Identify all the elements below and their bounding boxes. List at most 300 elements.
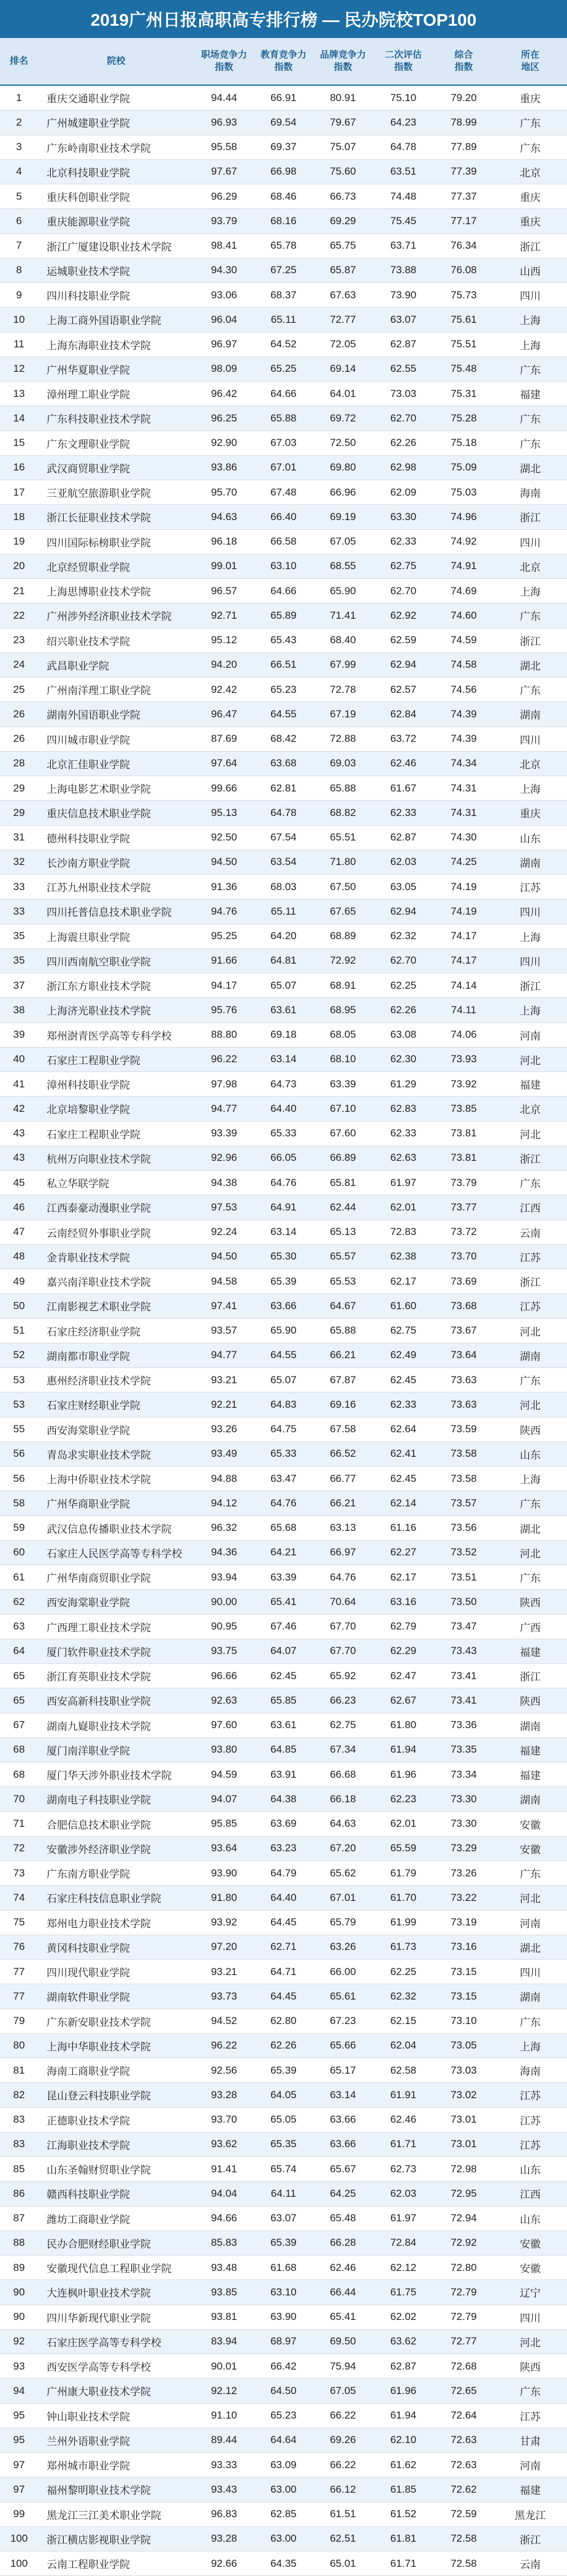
brand-index-cell: 72.92 — [330, 954, 356, 967]
table-row — [0, 2157, 567, 2181]
evaluation-index-cell: 61.73 — [390, 1941, 417, 1953]
overall-index-cell: 75.51 — [451, 338, 477, 350]
education-index-cell: 65.23 — [270, 683, 297, 695]
table-row — [0, 1861, 567, 1886]
region-cell: 广东 — [520, 118, 541, 130]
table-header — [0, 38, 567, 86]
education-index-cell: 67.48 — [270, 486, 297, 498]
rank-cell: 58 — [13, 1497, 25, 1509]
career-index-cell: 92.63 — [211, 1694, 237, 1706]
school-cell: 郑州澍青医学高等专科学校 — [47, 1030, 172, 1042]
region-cell: 北京 — [520, 1104, 541, 1116]
overall-index-cell: 73.19 — [451, 1916, 477, 1928]
school-cell: 厦门华天涉外职业技术学院 — [47, 1770, 172, 1782]
region-cell: 湖北 — [520, 660, 541, 672]
table-body — [0, 86, 567, 2576]
table-row — [0, 2354, 567, 2379]
education-index-cell: 62.26 — [270, 2039, 297, 2052]
career-index-cell: 93.48 — [211, 2261, 237, 2273]
region-cell: 云南 — [520, 1227, 541, 1239]
overall-index-cell: 73.72 — [451, 1226, 477, 1238]
rank-cell: 73 — [13, 1867, 25, 1879]
table-row — [0, 1837, 567, 1861]
education-index-cell: 63.91 — [270, 1768, 297, 1780]
region-cell: 黑龙江 — [514, 2509, 546, 2521]
evaluation-index-cell: 62.55 — [390, 363, 417, 375]
career-index-cell: 94.88 — [211, 1472, 237, 1484]
region-cell: 广东 — [520, 1178, 541, 1190]
brand-index-cell: 63.14 — [330, 2088, 356, 2101]
overall-index-cell: 73.57 — [451, 1497, 477, 1509]
overall-index-cell: 75.48 — [451, 363, 477, 375]
evaluation-index-cell: 62.25 — [390, 979, 417, 991]
overall-index-cell: 72.64 — [451, 2409, 477, 2422]
brand-index-cell: 66.21 — [330, 1349, 356, 1361]
region-cell: 河北 — [520, 1326, 541, 1338]
overall-index-cell: 77.37 — [451, 190, 477, 202]
evaluation-index-cell: 61.16 — [390, 1522, 417, 1534]
region-cell: 安徽 — [520, 1819, 541, 1831]
career-index-cell: 93.39 — [211, 1127, 237, 1139]
table-row — [0, 2428, 567, 2453]
table-row — [0, 382, 567, 406]
evaluation-index-cell: 63.51 — [390, 165, 417, 178]
education-index-cell: 66.98 — [270, 165, 297, 178]
education-index-cell: 64.66 — [270, 584, 297, 597]
overall-index-cell: 73.03 — [451, 2064, 477, 2076]
education-index-cell: 64.79 — [270, 1867, 297, 1879]
career-index-cell: 83.94 — [211, 2335, 237, 2347]
brand-index-cell: 68.40 — [330, 634, 356, 646]
evaluation-index-cell: 62.29 — [390, 1645, 417, 1657]
school-cell: 广州华商职业学院 — [47, 1498, 130, 1511]
region-cell: 陕西 — [520, 1597, 541, 1609]
evaluation-index-cell: 62.12 — [390, 2261, 417, 2273]
evaluation-index-cell: 62.98 — [390, 461, 417, 474]
career-index-cell: 93.57 — [211, 1324, 237, 1337]
brand-index-cell: 64.63 — [330, 1818, 356, 1830]
education-index-cell: 65.30 — [270, 1250, 297, 1263]
brand-index-cell: 65.87 — [330, 264, 356, 276]
evaluation-index-cell: 62.26 — [390, 1003, 417, 1016]
region-cell: 浙江 — [520, 1153, 541, 1165]
evaluation-index-cell: 62.30 — [390, 1053, 417, 1065]
evaluation-index-cell: 62.10 — [390, 2434, 417, 2446]
rank-cell: 6 — [16, 214, 22, 227]
overall-index-cell: 74.17 — [451, 930, 477, 942]
education-index-cell: 64.85 — [270, 1743, 297, 1756]
education-index-cell: 63.47 — [270, 1472, 297, 1484]
school-cell: 重庆交通职业学院 — [47, 93, 130, 105]
school-cell: 北京汇佳职业学院 — [47, 758, 130, 771]
education-index-cell: 65.85 — [270, 1694, 297, 1706]
rank-cell: 40 — [13, 1053, 25, 1065]
education-index-cell: 68.97 — [270, 2335, 297, 2347]
brand-index-cell: 66.28 — [330, 2237, 356, 2249]
brand-index-cell: 75.07 — [330, 141, 356, 153]
rank-cell: 5 — [16, 190, 22, 202]
education-index-cell: 65.39 — [270, 2237, 297, 2249]
overall-index-cell: 73.22 — [451, 1891, 477, 1903]
school-cell: 武汉商贸职业学院 — [47, 463, 130, 475]
brand-index-cell: 65.90 — [330, 584, 356, 597]
overall-index-cell: 73.02 — [451, 2088, 477, 2101]
career-index-cell: 94.07 — [211, 1792, 237, 1805]
evaluation-index-cell: 61.94 — [390, 1743, 417, 1756]
region-cell: 四川 — [520, 537, 541, 549]
education-index-cell: 66.42 — [270, 2360, 297, 2372]
career-index-cell: 93.62 — [211, 2138, 237, 2150]
table-row — [0, 505, 567, 529]
table-row — [0, 1960, 567, 1984]
rank-cell: 14 — [13, 412, 25, 424]
region-cell: 江苏 — [520, 2115, 541, 2127]
table-row — [0, 1072, 567, 1097]
region-cell: 广西 — [520, 1622, 541, 1634]
brand-index-cell: 72.05 — [330, 338, 356, 350]
rank-cell: 38 — [13, 1003, 25, 1016]
career-index-cell: 94.30 — [211, 264, 237, 276]
career-index-cell: 94.20 — [211, 659, 237, 671]
overall-index-cell: 72.62 — [451, 2483, 477, 2495]
career-index-cell: 96.04 — [211, 313, 237, 325]
region-cell: 广东 — [520, 2016, 541, 2028]
rank-cell: 94 — [13, 2384, 25, 2397]
rank-cell: 50 — [13, 1299, 25, 1312]
table-row — [0, 1639, 567, 1664]
school-cell: 广东新安职业技术学院 — [47, 2016, 151, 2028]
school-cell: 郑州城市职业学院 — [47, 2460, 130, 2472]
career-index-cell: 88.80 — [211, 1029, 237, 1041]
evaluation-index-cell: 62.23 — [390, 1792, 417, 1805]
table-row — [0, 2502, 567, 2527]
education-index-cell: 65.39 — [270, 1275, 297, 1287]
evaluation-index-cell: 62.46 — [390, 757, 417, 769]
school-cell: 湖南都市职业学院 — [47, 1350, 130, 1362]
education-index-cell: 65.88 — [270, 412, 297, 424]
region-cell: 陕西 — [520, 1696, 541, 1708]
overall-index-cell: 73.47 — [451, 1620, 477, 1633]
school-cell: 绍兴职业技术学院 — [47, 635, 130, 648]
brand-index-cell: 66.21 — [330, 1497, 356, 1509]
rank-cell: 74 — [13, 1891, 25, 1903]
rank-cell: 82 — [13, 2088, 25, 2101]
rank-cell: 31 — [13, 831, 25, 844]
rank-cell: 17 — [13, 486, 25, 498]
career-index-cell: 95.58 — [211, 141, 237, 153]
rank-cell: 71 — [13, 1818, 25, 1830]
overall-index-cell: 72.95 — [451, 2187, 477, 2199]
overall-index-cell: 72.65 — [451, 2384, 477, 2397]
rank-cell: 97 — [13, 2458, 25, 2471]
career-index-cell: 94.77 — [211, 1102, 237, 1114]
school-cell: 云南工程职业学院 — [47, 2559, 130, 2571]
school-cell: 广西理工职业技术学院 — [47, 1622, 151, 1634]
overall-index-cell: 75.18 — [451, 437, 477, 449]
career-index-cell: 92.12 — [211, 2384, 237, 2397]
education-index-cell: 65.39 — [270, 2064, 297, 2076]
brand-index-cell: 67.70 — [330, 1620, 356, 1633]
school-cell: 厦门南洋职业学院 — [47, 1745, 130, 1757]
career-index-cell: 95.13 — [211, 806, 237, 818]
header-education-index: 教育竞争力 指数 — [260, 50, 306, 72]
overall-index-cell: 74.31 — [451, 782, 477, 794]
school-cell: 运城职业技术学院 — [47, 265, 130, 278]
region-cell: 河北 — [520, 1400, 541, 1412]
school-cell: 石家庄医学高等专科学校 — [47, 2336, 161, 2349]
school-cell: 广东文理职业学院 — [47, 438, 130, 450]
school-cell: 石家庄工程职业学院 — [47, 1128, 140, 1141]
school-cell: 黄冈科技职业学院 — [47, 1942, 130, 1954]
overall-index-cell: 74.96 — [451, 510, 477, 523]
table-row — [0, 1565, 567, 1590]
region-cell: 重庆 — [520, 216, 541, 229]
career-index-cell: 93.90 — [211, 1867, 237, 1879]
overall-index-cell: 74.59 — [451, 634, 477, 646]
overall-index-cell: 74.17 — [451, 954, 477, 967]
overall-index-cell: 72.80 — [451, 2261, 477, 2273]
brand-index-cell: 64.01 — [330, 387, 356, 399]
evaluation-index-cell: 62.87 — [390, 831, 417, 844]
school-cell: 安徽现代信息工程职业学院 — [47, 2263, 172, 2275]
school-cell: 江海职业技术学院 — [47, 2139, 130, 2151]
evaluation-index-cell: 61.99 — [390, 1916, 417, 1928]
brand-index-cell: 69.16 — [330, 1398, 356, 1410]
education-index-cell: 64.76 — [270, 1176, 297, 1188]
career-index-cell: 95.12 — [211, 634, 237, 646]
brand-index-cell: 69.14 — [330, 363, 356, 375]
region-cell: 浙江 — [520, 1277, 541, 1289]
brand-index-cell: 71.80 — [330, 856, 356, 868]
rank-cell: 11 — [13, 338, 25, 350]
school-cell: 嘉兴南洋职业技术学院 — [47, 1277, 151, 1289]
education-index-cell: 63.66 — [270, 1299, 297, 1312]
education-index-cell: 64.64 — [270, 2434, 297, 2446]
rank-cell: 53 — [13, 1373, 25, 1386]
region-cell: 甘肃 — [520, 2435, 541, 2447]
school-cell: 漳州科技职业学院 — [47, 1079, 130, 1092]
brand-index-cell: 64.25 — [330, 2187, 356, 2199]
brand-index-cell: 63.66 — [330, 2138, 356, 2150]
overall-index-cell: 74.39 — [451, 708, 477, 720]
rank-cell: 1 — [16, 91, 22, 104]
education-index-cell: 65.43 — [270, 634, 297, 646]
table-row — [0, 2207, 567, 2231]
evaluation-index-cell: 62.79 — [390, 1620, 417, 1633]
evaluation-index-cell: 61.81 — [390, 2533, 417, 2545]
table-row — [0, 1762, 567, 1787]
education-index-cell: 64.55 — [270, 1349, 297, 1361]
school-cell: 石家庄财经职业学院 — [47, 1400, 140, 1412]
rank-cell: 56 — [13, 1448, 25, 1460]
school-cell: 上海济光职业技术学院 — [47, 1005, 151, 1018]
education-index-cell: 66.51 — [270, 659, 297, 671]
rank-cell: 52 — [13, 1349, 25, 1361]
region-cell: 安徽 — [520, 2238, 541, 2250]
education-index-cell: 63.00 — [270, 2483, 297, 2495]
education-index-cell: 65.05 — [270, 2113, 297, 2126]
region-cell: 福建 — [520, 1079, 541, 1092]
brand-index-cell: 69.29 — [330, 214, 356, 227]
rank-cell: 95 — [13, 2434, 25, 2446]
evaluation-index-cell: 62.38 — [390, 1250, 417, 1263]
region-cell: 福建 — [520, 1745, 541, 1757]
education-index-cell: 65.90 — [270, 1324, 297, 1337]
education-index-cell: 65.68 — [270, 1522, 297, 1534]
education-index-cell: 69.37 — [270, 141, 297, 153]
education-index-cell: 65.78 — [270, 240, 297, 252]
brand-index-cell: 66.73 — [330, 190, 356, 202]
rank-cell: 77 — [13, 1965, 25, 1977]
career-index-cell: 96.83 — [211, 2508, 237, 2520]
school-cell: 上海电影艺术职业学院 — [47, 784, 151, 796]
brand-index-cell: 66.52 — [330, 1448, 356, 1460]
region-cell: 四川 — [520, 290, 541, 303]
region-cell: 河北 — [520, 1547, 541, 1560]
education-index-cell: 68.37 — [270, 289, 297, 301]
career-index-cell: 95.76 — [211, 1003, 237, 1016]
brand-index-cell: 62.51 — [330, 2533, 356, 2545]
education-index-cell: 65.33 — [270, 1448, 297, 1460]
rank-cell: 19 — [13, 535, 25, 548]
education-index-cell: 64.83 — [270, 1398, 297, 1410]
school-cell: 杭州万向职业技术学院 — [47, 1153, 151, 1165]
career-index-cell: 92.66 — [211, 2557, 237, 2569]
evaluation-index-cell: 62.64 — [390, 1423, 417, 1435]
career-index-cell: 93.33 — [211, 2458, 237, 2471]
overall-index-cell: 74.11 — [451, 1003, 477, 1016]
education-index-cell: 68.46 — [270, 190, 297, 202]
career-index-cell: 96.25 — [211, 412, 237, 424]
brand-index-cell: 67.05 — [330, 2384, 356, 2397]
brand-index-cell: 66.97 — [330, 1546, 356, 1558]
rank-cell: 42 — [13, 1102, 25, 1114]
career-index-cell: 93.28 — [211, 2088, 237, 2101]
education-index-cell: 64.40 — [270, 1891, 297, 1903]
table-row — [0, 2280, 567, 2305]
career-index-cell: 98.41 — [211, 240, 237, 252]
education-index-cell: 68.03 — [270, 880, 297, 893]
education-index-cell: 64.81 — [270, 954, 297, 967]
career-index-cell: 93.80 — [211, 1743, 237, 1756]
brand-index-cell: 67.63 — [330, 289, 356, 301]
education-index-cell: 63.54 — [270, 856, 297, 868]
school-cell: 湖南九嶷职业技术学院 — [47, 1720, 151, 1732]
career-index-cell: 94.50 — [211, 856, 237, 868]
rank-cell: 68 — [13, 1768, 25, 1780]
evaluation-index-cell: 62.01 — [390, 1818, 417, 1830]
evaluation-index-cell: 62.33 — [390, 535, 417, 548]
brand-index-cell: 65.61 — [330, 1990, 356, 2002]
rank-cell: 25 — [13, 683, 25, 695]
brand-index-cell: 66.22 — [330, 2458, 356, 2471]
education-index-cell: 63.09 — [270, 2458, 297, 2471]
rank-cell: 77 — [13, 1990, 25, 2002]
table-row — [0, 702, 567, 727]
evaluation-index-cell: 75.45 — [390, 214, 417, 227]
school-cell: 四川城市职业学院 — [47, 734, 130, 746]
evaluation-index-cell: 63.62 — [390, 2335, 417, 2347]
education-index-cell: 64.75 — [270, 1423, 297, 1435]
rank-cell: 56 — [13, 1472, 25, 1484]
overall-index-cell: 72.63 — [451, 2434, 477, 2446]
education-index-cell: 64.45 — [270, 1916, 297, 1928]
table-row — [0, 1590, 567, 1614]
overall-index-cell: 73.67 — [451, 1324, 477, 1337]
school-cell: 上海中华职业技术学院 — [47, 2041, 151, 2053]
overall-index-cell: 73.63 — [451, 1398, 477, 1410]
career-index-cell: 91.10 — [211, 2409, 237, 2422]
school-cell: 浙江长征职业技术学院 — [47, 512, 151, 524]
overall-index-cell: 73.15 — [451, 1990, 477, 2002]
brand-index-cell: 62.75 — [330, 1719, 356, 1731]
region-cell: 广东 — [520, 438, 541, 450]
education-index-cell: 66.05 — [270, 1152, 297, 1164]
rank-cell: 9 — [16, 289, 22, 301]
table-row — [0, 776, 567, 801]
table-row — [0, 2181, 567, 2206]
school-cell: 广州华南商贸职业学院 — [47, 1573, 151, 1585]
region-cell: 湖南 — [520, 1794, 541, 1807]
overall-index-cell: 73.10 — [451, 2015, 477, 2027]
evaluation-index-cell: 62.92 — [390, 609, 417, 621]
region-cell: 北京 — [520, 561, 541, 573]
region-cell: 上海 — [520, 586, 541, 599]
rank-cell: 47 — [13, 1226, 25, 1238]
career-index-cell: 96.97 — [211, 338, 237, 350]
school-cell: 湖南电子科技职业学院 — [47, 1794, 151, 1807]
education-index-cell: 63.10 — [270, 2286, 297, 2298]
rank-cell: 21 — [13, 584, 25, 597]
region-cell: 陕西 — [520, 2362, 541, 2374]
evaluation-index-cell: 62.33 — [390, 1398, 417, 1410]
evaluation-index-cell: 62.73 — [390, 2162, 417, 2175]
overall-index-cell: 73.85 — [451, 1102, 477, 1114]
brand-index-cell: 67.10 — [330, 1102, 356, 1114]
school-cell: 重庆信息技术职业学院 — [47, 808, 151, 820]
overall-index-cell: 73.79 — [451, 1176, 477, 1188]
education-index-cell: 64.91 — [270, 1201, 297, 1213]
overall-index-cell: 73.01 — [451, 2138, 477, 2150]
rank-cell: 10 — [13, 313, 25, 325]
career-index-cell: 89.44 — [211, 2434, 237, 2446]
evaluation-index-cell: 62.32 — [390, 1990, 417, 2002]
overall-index-cell: 72.94 — [451, 2212, 477, 2224]
table-row — [0, 629, 567, 653]
education-index-cell: 64.52 — [270, 338, 297, 350]
evaluation-index-cell: 61.52 — [390, 2508, 417, 2520]
region-cell: 湖南 — [520, 709, 541, 722]
education-index-cell: 63.14 — [270, 1226, 297, 1238]
region-cell: 河南 — [520, 1917, 541, 1930]
brand-index-cell: 66.68 — [330, 1768, 356, 1780]
school-cell: 山东圣翰财贸职业学院 — [47, 2164, 151, 2177]
overall-index-cell: 74.91 — [451, 560, 477, 572]
career-index-cell: 95.85 — [211, 1818, 237, 1830]
table-row — [0, 899, 567, 924]
table-row — [0, 2132, 567, 2157]
school-cell: 云南经贸外事职业学院 — [47, 1227, 151, 1239]
table-row — [0, 2058, 567, 2083]
table-row — [0, 1245, 567, 1269]
region-cell: 重庆 — [520, 808, 541, 820]
header-career-index: 职场竞争力 指数 — [200, 50, 247, 72]
region-cell: 广东 — [520, 364, 541, 376]
table-row — [0, 456, 567, 480]
brand-index-cell: 67.65 — [330, 905, 356, 917]
career-index-cell: 93.79 — [211, 214, 237, 227]
school-cell: 惠州经济职业技术学院 — [47, 1375, 151, 1388]
